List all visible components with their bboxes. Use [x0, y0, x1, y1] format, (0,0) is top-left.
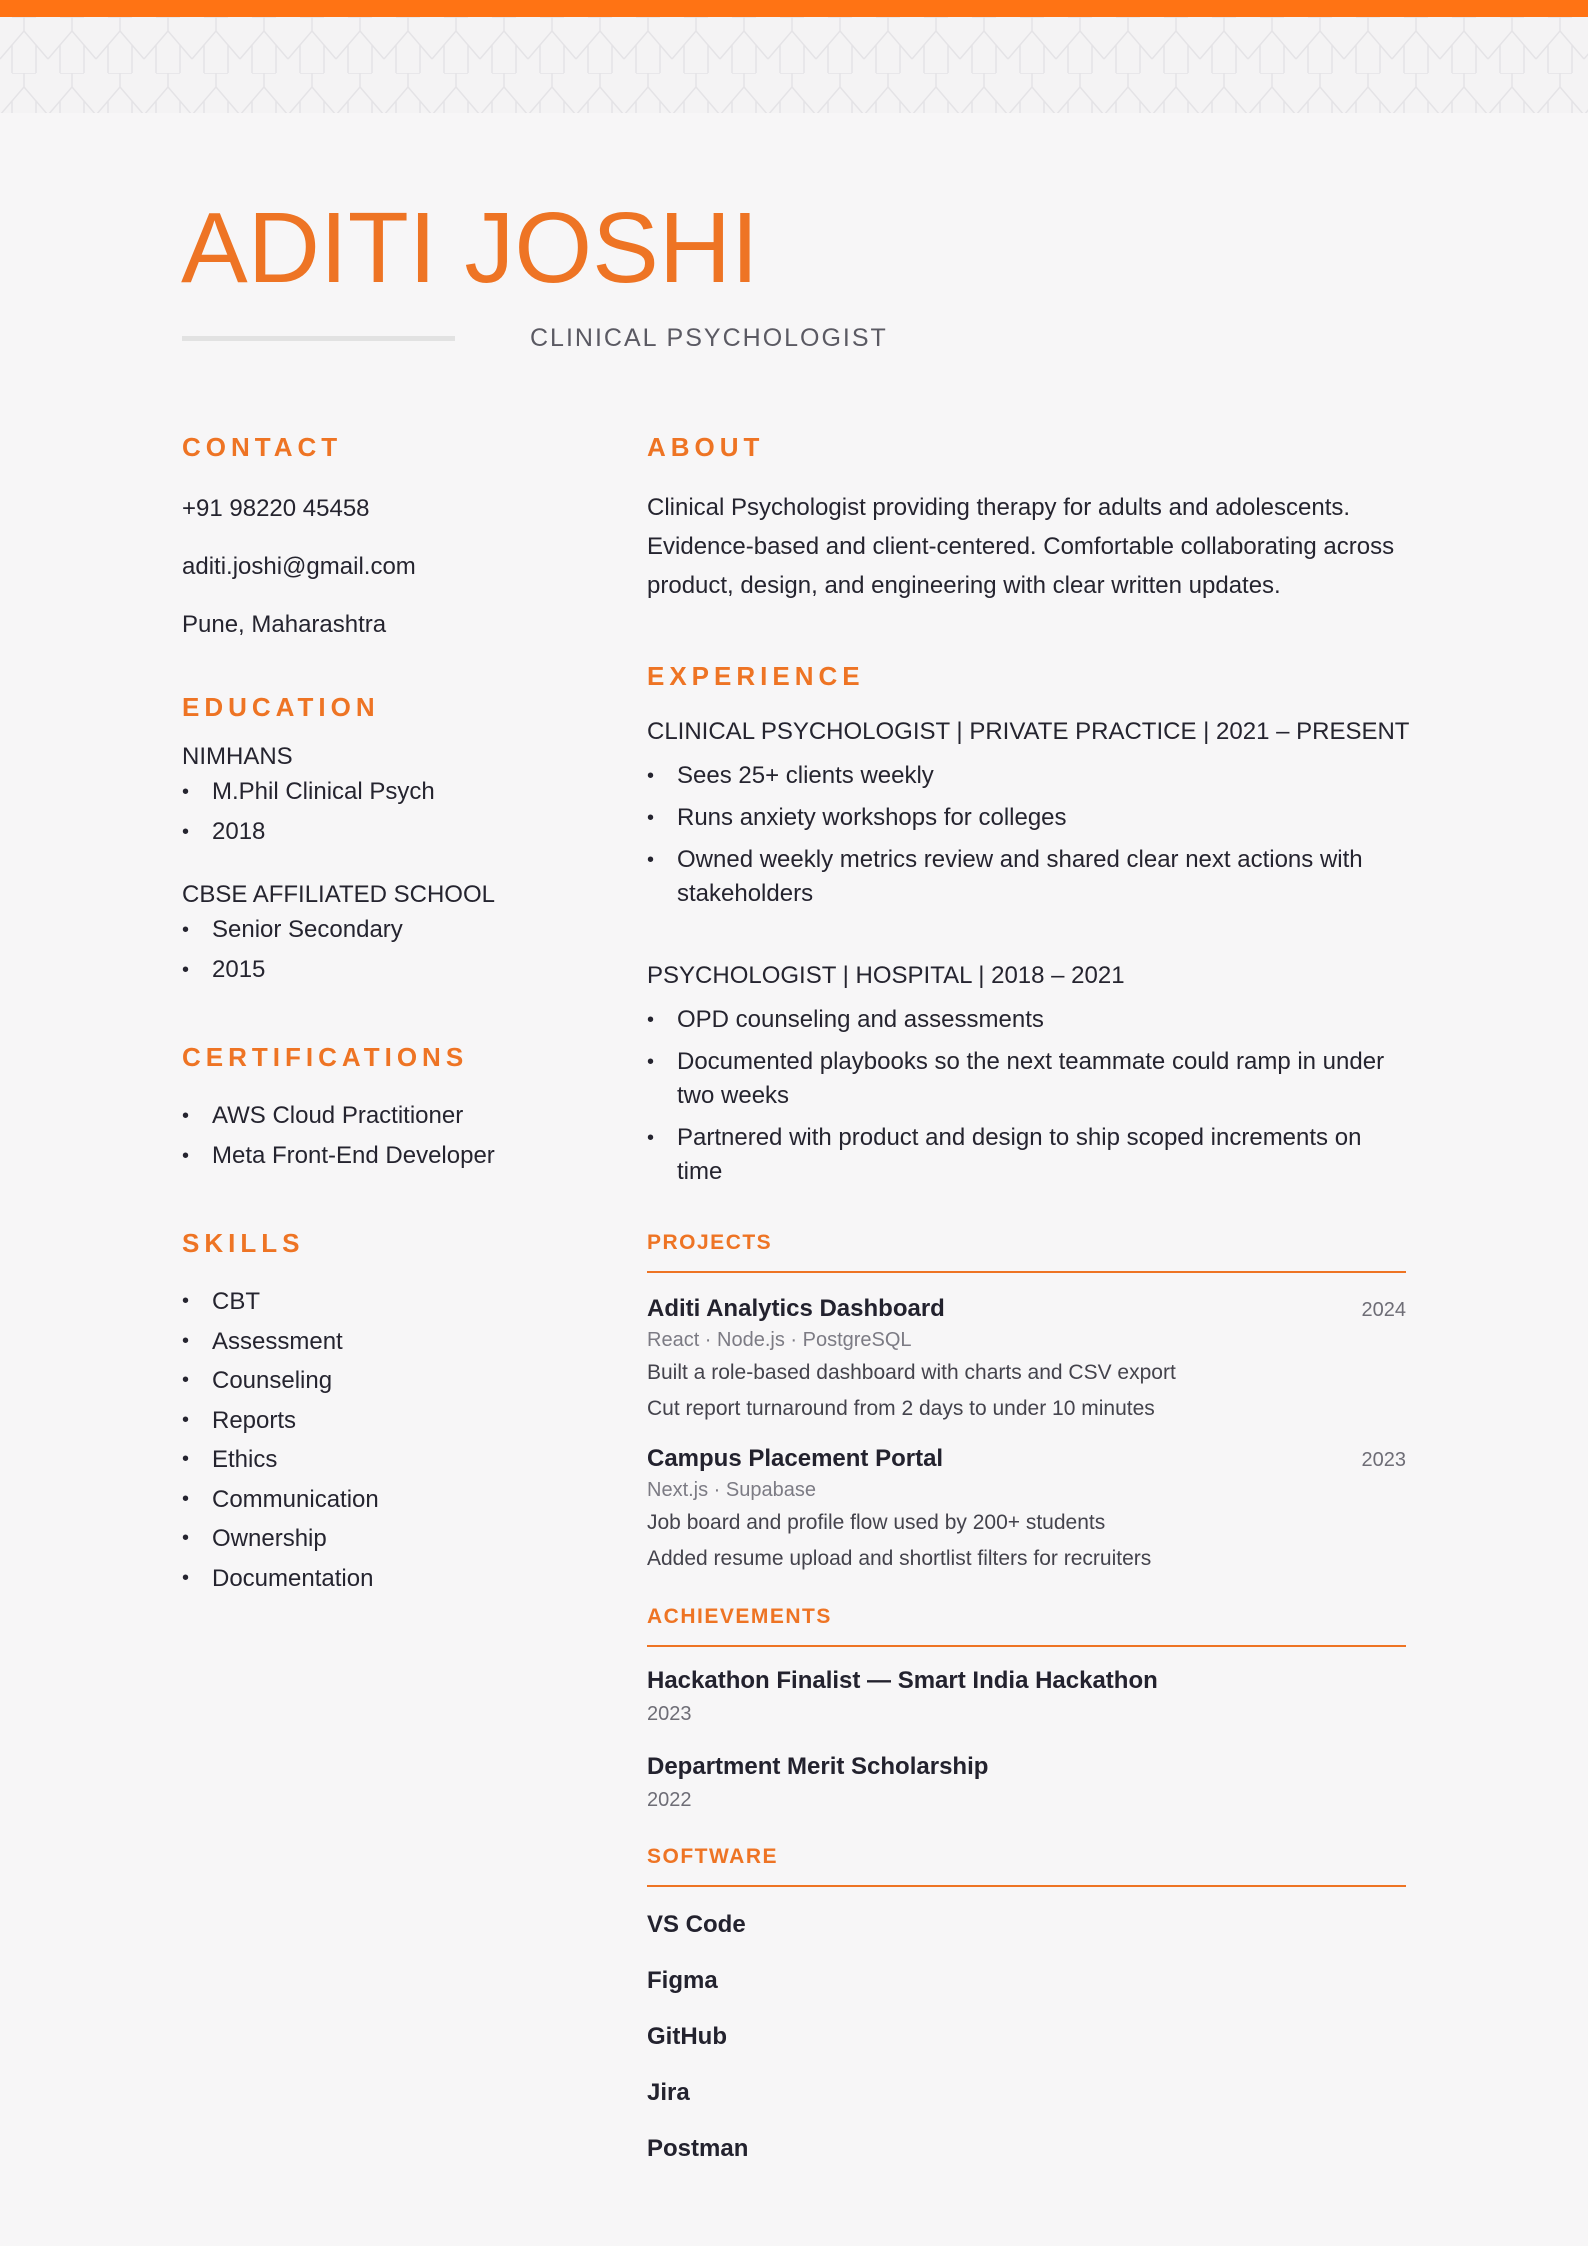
- project-detail: Added resume upload and shortlist filters for recruiters: [647, 1547, 1152, 1570]
- job-heading: CLINICAL PSYCHOLOGIST | PRIVATE PRACTICE | 2021 – PRESENT: [647, 718, 1410, 745]
- job-bullets: [647, 1003, 1407, 1189]
- education-details: [182, 910, 602, 990]
- list-item: • OPD counseling and assessments: [647, 1003, 1407, 1037]
- list-item: • Counseling: [182, 1361, 602, 1401]
- contact-location: Pune, Maharashtra: [182, 611, 387, 638]
- software-item: GitHub: [647, 2023, 727, 2050]
- software-list: [647, 1909, 1407, 2165]
- candidate-name: ADITI JOSHI: [181, 192, 759, 304]
- header-pattern: [0, 17, 1588, 113]
- contact-phone: +91 98220 45458: [182, 495, 370, 522]
- contact-email: aditi.joshi@gmail.com: [182, 553, 416, 580]
- achievement-entry: [647, 1665, 1407, 1731]
- list-item: • M.Phil Clinical Psych: [182, 772, 602, 812]
- achievements-heading: ACHIEVEMENTS: [647, 1605, 832, 1628]
- education-entry: [182, 880, 602, 990]
- project-entry: [647, 1293, 1407, 1427]
- achievement-name: Department Merit Scholarship: [647, 1753, 989, 1780]
- left-column: [182, 430, 602, 1598]
- software-item: Jira: [647, 2079, 690, 2106]
- project-year: 2023: [1361, 1449, 1406, 1471]
- list-item: • AWS Cloud Practitioner: [182, 1096, 602, 1136]
- achievement-year: 2023: [647, 1703, 692, 1725]
- project-tech: Next.js · Supabase: [647, 1479, 816, 1501]
- education-school: NIMHANS: [182, 743, 293, 770]
- achievement-year: 2022: [647, 1789, 692, 1811]
- list-item: • Owned weekly metrics review and shared clear next actions with stakeholders: [647, 843, 1407, 911]
- list-item: • 2018: [182, 812, 602, 852]
- right-column: [647, 430, 1410, 2165]
- project-tech: React · Node.js · PostgreSQL: [647, 1329, 912, 1351]
- list-item: • Senior Secondary: [182, 910, 602, 950]
- list-item: • Ethics: [182, 1440, 602, 1480]
- software-item: Postman: [647, 2135, 749, 2162]
- list-item: • Documentation: [182, 1559, 602, 1599]
- education-school: CBSE AFFILIATED SCHOOL: [182, 881, 495, 908]
- list-item: • Communication: [182, 1480, 602, 1520]
- job-bullets: [647, 759, 1407, 911]
- list-item: • Assessment: [182, 1322, 602, 1362]
- education-details: [182, 772, 602, 852]
- experience-entry: [647, 717, 1410, 911]
- name-underline: [182, 336, 455, 341]
- skills-list: [182, 1282, 602, 1598]
- list-item: • Meta Front-End Developer: [182, 1136, 602, 1176]
- project-entry: [647, 1443, 1407, 1577]
- about-heading: ABOUT: [647, 432, 765, 462]
- project-name: Campus Placement Portal: [647, 1445, 944, 1472]
- project-detail: Job board and profile flow used by 200+ students: [647, 1511, 1106, 1534]
- project-detail: Built a role-based dashboard with charts and CSV export: [647, 1361, 1176, 1384]
- list-item: • Documented playbooks so the next teammate could ramp in under two weeks: [647, 1045, 1407, 1113]
- software-item: Figma: [647, 1967, 718, 1994]
- candidate-role: CLINICAL PSYCHOLOGIST: [530, 324, 888, 352]
- project-year: 2024: [1361, 1299, 1406, 1321]
- experience-heading: EXPERIENCE: [647, 661, 865, 691]
- certifications-list: [182, 1096, 602, 1176]
- project-name: Aditi Analytics Dashboard: [647, 1295, 945, 1322]
- experience-entry: [647, 961, 1407, 1189]
- list-item: • Runs anxiety workshops for colleges: [647, 801, 1407, 835]
- list-item: • 2015: [182, 950, 602, 990]
- education-entry: [182, 742, 602, 852]
- project-detail: Cut report turnaround from 2 days to under 10 minutes: [647, 1397, 1155, 1420]
- projects-heading: PROJECTS: [647, 1231, 773, 1254]
- list-item: • Sees 25+ clients weekly: [647, 759, 1407, 793]
- skills-heading: SKILLS: [182, 1228, 305, 1258]
- top-accent-bar: [0, 0, 1588, 17]
- about-text: Clinical Psychologist providing therapy for adults and adolescents. Evidence-based and client-centered. Comfortable collaborating across product, design, and engineering with clear written updates.: [647, 494, 1395, 599]
- software-heading: SOFTWARE: [647, 1845, 778, 1868]
- list-item: • Reports: [182, 1401, 602, 1441]
- contact-heading: CONTACT: [182, 432, 343, 462]
- list-item: • Ownership: [182, 1519, 602, 1559]
- software-item: VS Code: [647, 1911, 746, 1938]
- achievement-name: Hackathon Finalist — Smart India Hackathon: [647, 1667, 1158, 1694]
- list-item: • CBT: [182, 1282, 602, 1322]
- achievement-entry: [647, 1751, 1407, 1817]
- list-item: • Partnered with product and design to ship scoped increments on time: [647, 1121, 1407, 1189]
- education-heading: EDUCATION: [182, 692, 380, 722]
- certifications-heading: CERTIFICATIONS: [182, 1042, 469, 1072]
- job-heading: PSYCHOLOGIST | HOSPITAL | 2018 – 2021: [647, 962, 1125, 989]
